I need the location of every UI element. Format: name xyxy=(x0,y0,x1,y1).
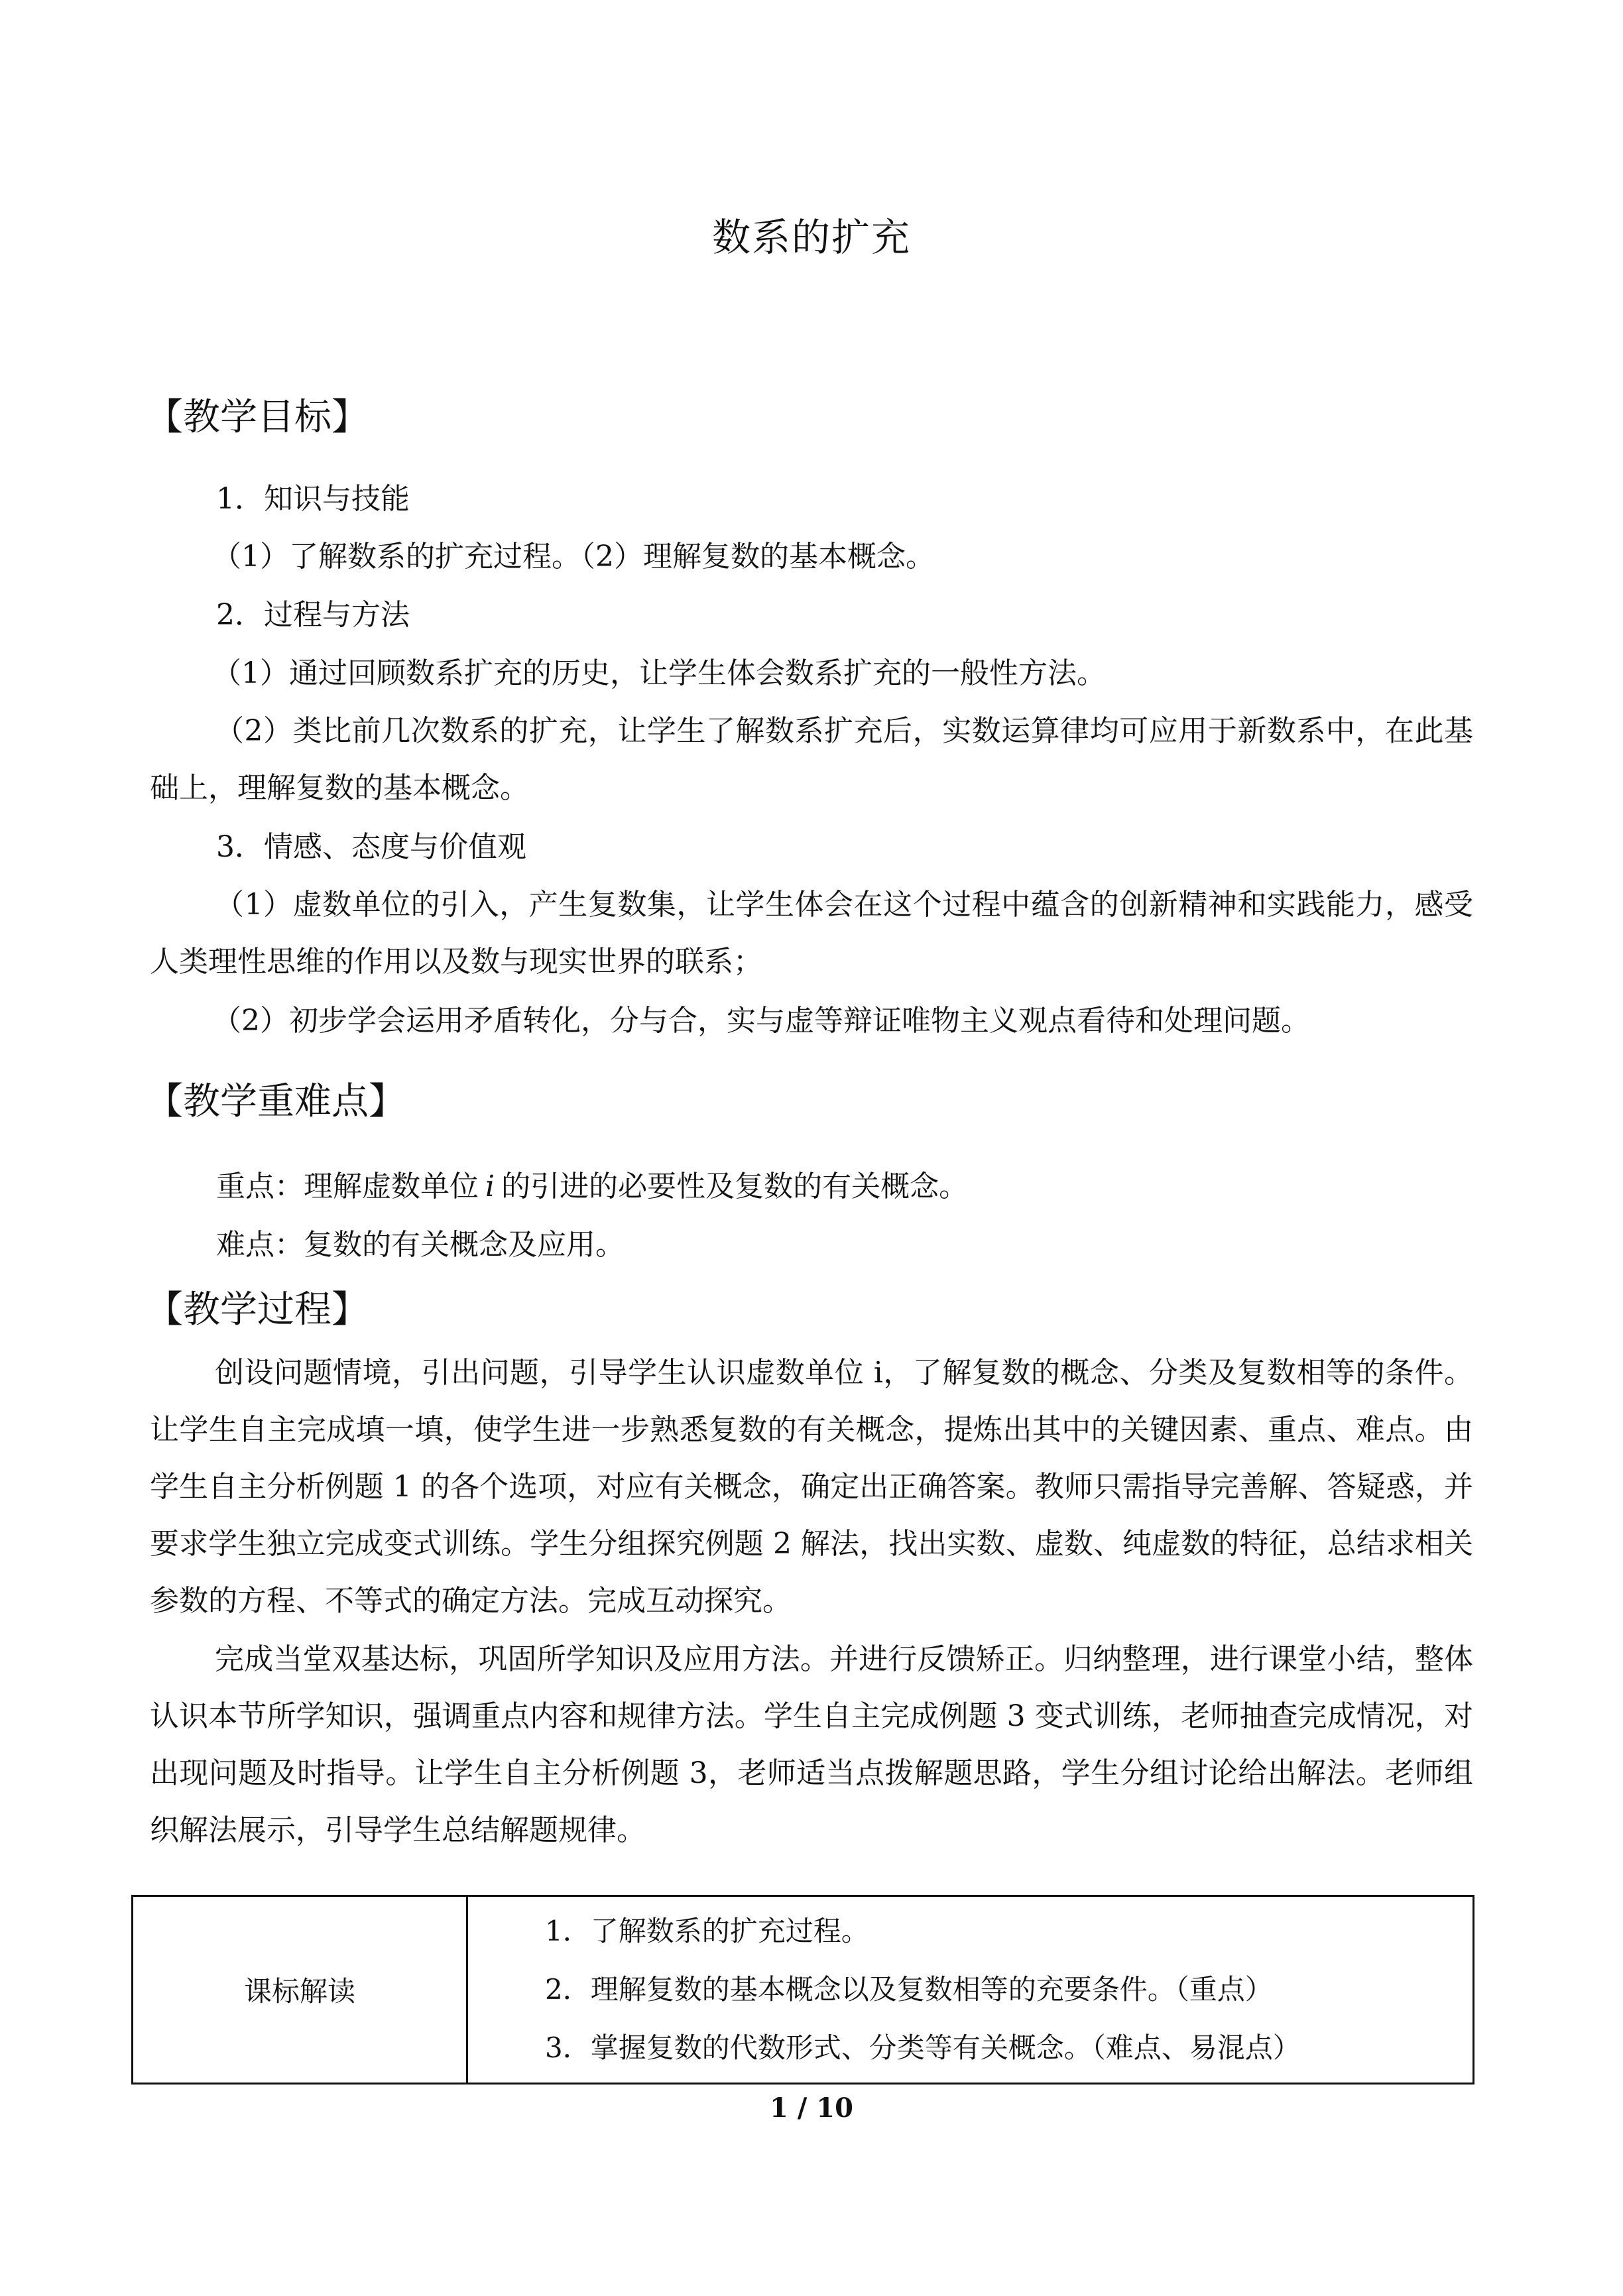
goal-2-line-1: （1）通过回顾数系扩充的历史，让学生体会数系扩充的一般性方法。 xyxy=(212,656,1106,690)
imaginary-unit-symbol: i xyxy=(485,1170,495,1203)
goal-3-line-2: （2）初步学会运用矛盾转化，分与合，实与虚等辩证唯物主义观点看待和处理问题。 xyxy=(212,1004,1310,1038)
curriculum-label-cell: 课标解读 xyxy=(133,1896,467,2084)
key-point-line xyxy=(216,1167,968,1207)
goal-1-line-1: （1）了解数系的扩充过程。（2）理解复数的基本概念。 xyxy=(212,540,935,574)
curriculum-items-cell xyxy=(467,1896,1474,2084)
goal-2-title: 2．过程与方法 xyxy=(216,598,410,632)
curriculum-table xyxy=(131,1895,1474,2085)
section-heading-keypoints: 【教学重难点】 xyxy=(146,1080,406,1123)
goal-2-line-2: （2）类比前几次数系的扩充，让学生了解数系扩充后，实数运算律均可应用于新数系中，在此基础上，理解复数的基本概念。 xyxy=(150,714,1473,805)
section-heading-goals: 【教学目标】 xyxy=(146,396,369,439)
table-row xyxy=(133,1896,1474,2084)
list-item: 2．理解复数的基本概念以及复数相等的充要条件。（重点） xyxy=(545,1973,1273,2006)
goal-3-title: 3．情感、态度与价值观 xyxy=(216,830,526,864)
process-paragraph-1: 创设问题情境，引出问题，引导学生认识虚数单位 i，了解复数的概念、分类及复数相等的条件。让学生自主完成填一填，使学生进一步熟悉复数的有关概念，提炼出其中的关键因素、重点、难点。由学生自主分析例题 1 的各个选项，对应有关概念，确定出正确答案。教师只需指导完善解、答疑惑，并要求学生独立完成变式训练。学生分组探究例题 2 解法，找出实数、虚数、纯虚数的特征，总结求相关参数的方程、不等式的确定方法。完成互动探究。 xyxy=(150,1356,1473,1618)
goal-3-line-1: （1）虚数单位的引入，产生复数集，让学生体会在这个过程中蕴含的创新精神和实践能力，感受人类理性思维的作用以及数与现实世界的联系； xyxy=(150,888,1473,979)
page-title: 数系的扩充 xyxy=(711,215,911,260)
key-point-suffix: 的引进的必要性及复数的有关概念。 xyxy=(501,1170,969,1203)
process-paragraph-2: 完成当堂双基达标，巩固所学知识及应用方法。并进行反馈矫正。归纳整理，进行课堂小结，整体认识本节所学知识，强调重点内容和规律方法。学生自主完成例题 3 变式训练，老师抽查完成情况，对出现问题及时指导。让学生自主分析例题 3，老师适当点拨解题思路，学生分组讨论给出解法。老师组织解法展示，引导学生总结解题规律。 xyxy=(150,1642,1473,1847)
key-point-prefix: 重点：理解虚数单位 xyxy=(216,1170,479,1203)
page-number: 1 / 10 xyxy=(770,2092,853,2124)
section-heading-process: 【教学过程】 xyxy=(146,1288,369,1331)
list-item: 3．掌握复数的代数形式、分类等有关概念。（难点、易混点） xyxy=(545,2031,1301,2064)
difficulty-line: 难点：复数的有关概念及应用。 xyxy=(216,1228,625,1262)
goal-1-title: 1．知识与技能 xyxy=(216,482,410,516)
list-item: 1．了解数系的扩充过程。 xyxy=(545,1915,869,1947)
